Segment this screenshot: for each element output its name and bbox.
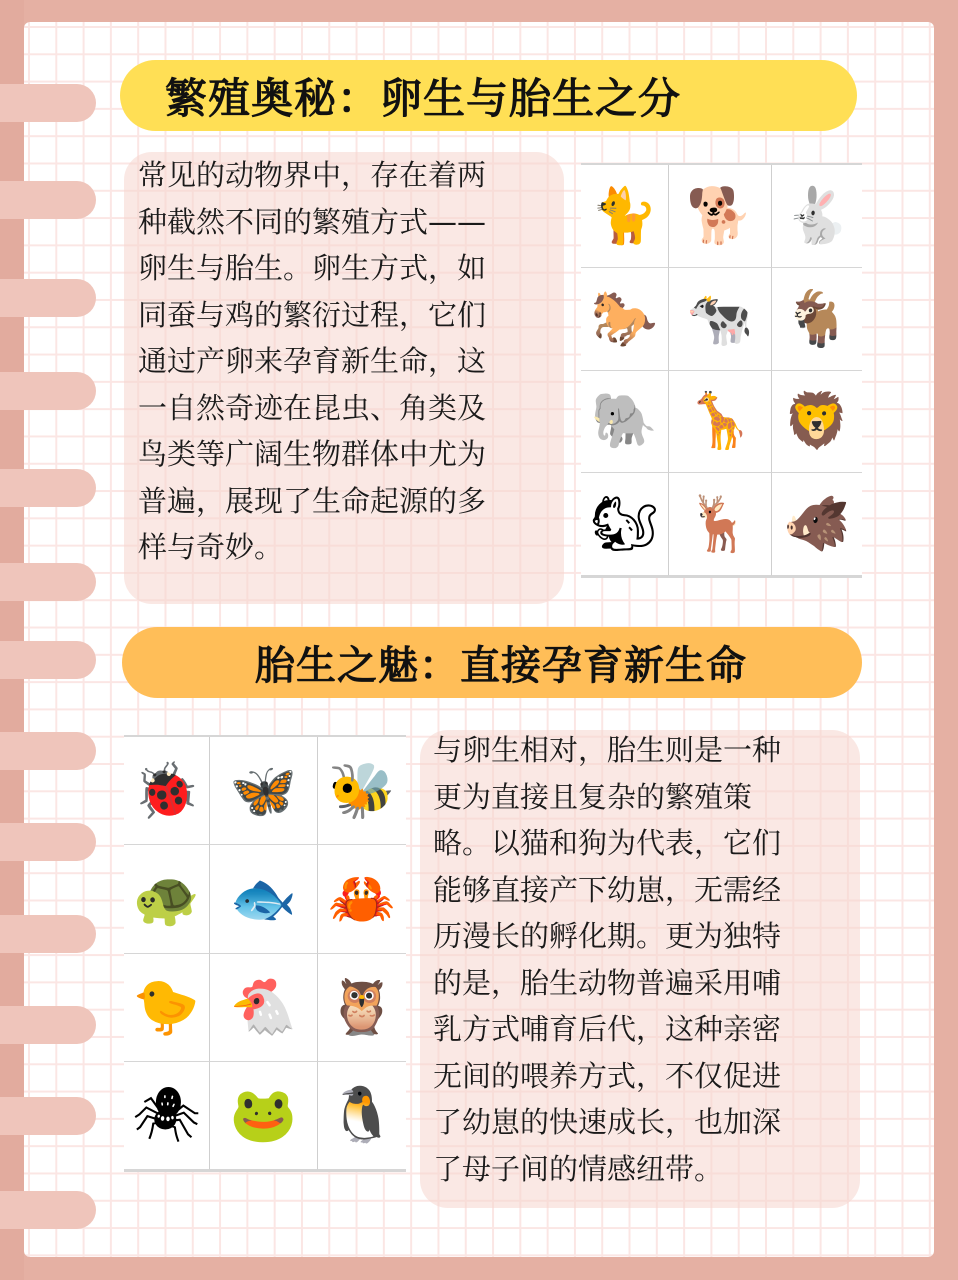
- binder-tab: [0, 823, 96, 861]
- oviparous-image-grid: [124, 735, 406, 1172]
- animal-spider-image: 🕷: [124, 1062, 210, 1170]
- text-line: 略。以猫和狗为代表，它们: [433, 826, 782, 860]
- section2-body: [433, 727, 781, 1192]
- binder-tab: [0, 915, 96, 953]
- animal-goat-image: 🐐: [772, 268, 862, 371]
- text-line: 通过产卵来孕育新生命，这: [138, 344, 487, 378]
- text-line: 普遍，展现了生命起源的多: [138, 483, 487, 518]
- section1-title-banner: [120, 60, 857, 131]
- animal-rabbit-image: 🐇: [772, 165, 862, 268]
- animal-owl-image: 🦉: [318, 954, 406, 1062]
- animal-canary-image: 🐤: [124, 954, 210, 1062]
- binder-tab: [0, 563, 96, 601]
- text-line: 乳方式哺育后代，这种亲密: [433, 1012, 782, 1046]
- section1-title: 繁殖奥秘：卵生与胎生之分: [165, 73, 682, 123]
- binder-tab: [0, 641, 96, 679]
- animal-squirrel-image: 🐿: [581, 473, 669, 576]
- section2-title-banner: [122, 627, 862, 698]
- binder-tab: [0, 84, 96, 122]
- animal-elephant-image: 🐘: [581, 371, 669, 474]
- text-line: 一自然奇迹在昆虫、角类及: [138, 390, 487, 425]
- animal-horse-image: 🐎: [581, 268, 669, 371]
- animal-hen-image: 🐔: [210, 954, 318, 1062]
- binder-tab: [0, 732, 96, 770]
- binder-tab: [0, 372, 96, 410]
- animal-turtle-image: 🐢: [124, 845, 210, 953]
- text-line: 种截然不同的繁殖方式——: [138, 204, 487, 239]
- text-line: 历漫长的孵化期。更为独特: [433, 919, 782, 953]
- text-line: 更为直接且复杂的繁殖策: [433, 779, 753, 814]
- binder-tab: [0, 1006, 96, 1044]
- animal-deer-image: 🦌: [669, 473, 772, 576]
- animal-butterfly-image: 🦋: [210, 737, 318, 845]
- section1-body: [138, 152, 486, 571]
- animal-bee-image: 🐝: [318, 737, 406, 845]
- animal-frog-image: 🐸: [210, 1062, 318, 1170]
- binder-tab: [0, 279, 96, 317]
- text-line: 了母子间的情感纽带。: [433, 1151, 724, 1186]
- animal-lioness-image: 🦁: [772, 371, 862, 474]
- animal-boar-image: 🐗: [772, 473, 862, 576]
- text-line: 无间的喂养方式，不仅促进: [433, 1058, 782, 1093]
- text-line: 常见的动物界中，存在着两: [138, 158, 487, 192]
- text-line: 能够直接产下幼崽，无需经: [433, 872, 782, 907]
- text-line: 样与奇妙。: [138, 530, 284, 564]
- animal-dog-image: 🐕: [669, 165, 772, 268]
- text-line: 同蚕与鸡的繁衍过程，它们: [138, 297, 487, 332]
- binder-tab: [0, 469, 96, 507]
- binder-tab: [0, 1097, 96, 1135]
- animal-penguin-image: 🐧: [318, 1062, 406, 1170]
- text-line: 的是，胎生动物普遍采用哺: [433, 965, 782, 1000]
- text-line: 与卵生相对，胎生则是一种: [433, 733, 782, 767]
- animal-cat-image: 🐈: [581, 165, 669, 268]
- animal-giraffe-image: 🦒: [669, 371, 772, 474]
- animal-ladybug-image: 🐞: [124, 737, 210, 845]
- binder-tab: [0, 181, 96, 219]
- binder-tab: [0, 1191, 96, 1229]
- mammal-image-grid: [581, 163, 862, 578]
- section2-title: 胎生之魅：直接孕育新生命: [255, 643, 747, 689]
- animal-cow-image: 🐄: [669, 268, 772, 371]
- text-line: 了幼崽的快速成长，也加深: [433, 1105, 782, 1139]
- text-line: 卵生与胎生。卵生方式，如: [138, 251, 487, 285]
- animal-fish-image: 🐟: [210, 845, 318, 953]
- animal-crab-image: 🦀: [318, 845, 406, 953]
- text-line: 鸟类等广阔生物群体中尤为: [138, 437, 487, 471]
